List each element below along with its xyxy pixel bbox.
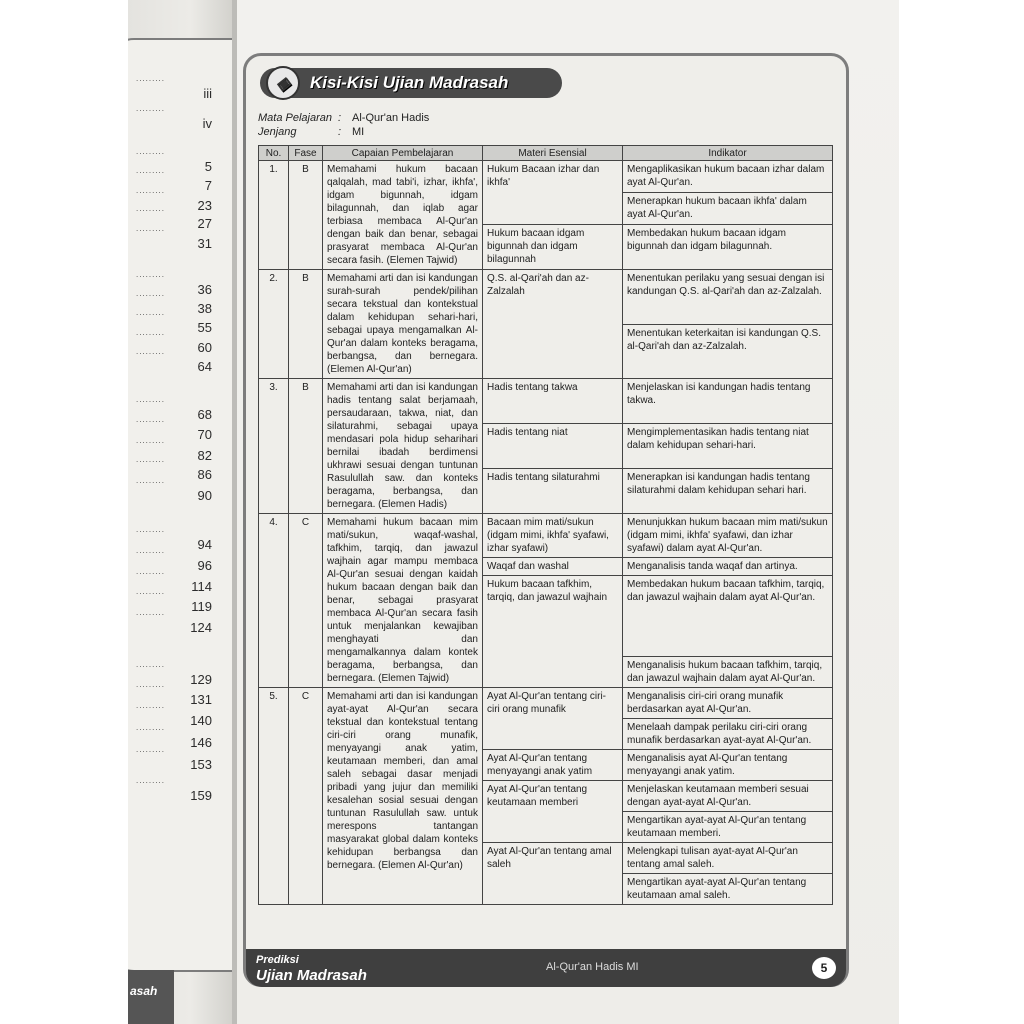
toc-leader-dots: .........: [136, 347, 166, 356]
cell-capaian: Memahami hukum bacaan qalqalah, mad tabi'i, izhar, ikhfa', idgam bigunnah, idgam bilagunnah, dan iqlab agar terbiasa membaca Al-Qur'an dengan baik dan benar, sebagai prasyarat membaca Al-Qur'an secara fasih. (Elemen Tajwid): [323, 161, 483, 270]
toc-page-number: 64: [197, 359, 212, 374]
level-label: Jenjang: [258, 126, 297, 138]
toc-page-number: 153: [190, 757, 212, 772]
table-header-row: [259, 146, 833, 161]
toc-page-number: 159: [190, 788, 212, 803]
page-frame: [243, 53, 849, 987]
toc-leader-dots: .........: [136, 289, 166, 298]
toc-leader-dots: .........: [136, 525, 166, 534]
toc-leader-dots: .........: [136, 74, 166, 83]
cell-materi: Hukum Bacaan izhar dan ikhfa': [483, 161, 623, 225]
cell-materi: Hadis tentang takwa: [483, 379, 623, 424]
toc-page-number: 7: [204, 178, 212, 193]
table-row: [259, 514, 833, 558]
toc-leader-dots: .........: [136, 455, 166, 464]
cell-materi: Ayat Al-Qur'an tentang keutamaan memberi: [483, 781, 623, 843]
cell-indikator: Menunjukkan hukum bacaan mim mati/sukun (idgam mimi, ikhfa' syafawi, dan izhar syafawi) dalam ayat Al-Qur'an.: [623, 514, 833, 558]
cell-materi: Hadis tentang silaturahmi: [483, 469, 623, 514]
toc-page-number: 94: [197, 537, 212, 552]
toc-page-number: 55: [197, 320, 212, 335]
cell-indikator: Menganalisis tanda waqaf dan artinya.: [623, 558, 833, 576]
toc-page-number: 146: [190, 735, 212, 750]
level-value: MI: [352, 126, 365, 138]
header-indikator: Indikator: [623, 146, 833, 161]
left-page-frame: [128, 38, 232, 972]
page-title: Kisi-Kisi Ujian Madrasah: [310, 73, 509, 92]
table-body: [259, 161, 833, 905]
cell-indikator: Menjelaskan keutamaan memberi sesuai dengan ayat-ayat Al-Qur'an.: [623, 781, 833, 812]
cell-indikator: Melengkapi tulisan ayat-ayat Al-Qur'an tentang amal saleh.: [623, 843, 833, 874]
header-capaian: Capaian Pembelajaran: [323, 146, 483, 161]
cell-capaian: Memahami arti dan isi kandungan ayat-ayat Al-Qur'an secara tekstual dan kontekstual tentang ciri-ciri orang munafik, menyayangi anak yatim, keutamaan memberi, dan amal saleh sebagai dasar menjadi pribadi yang jujur dan memiliki kesalehan sosial sesuai dengan tuntunan Rasulullah saw. untuk merespons tantangan masyarakat global dalam konteks kehidupan berbangsa dan bernegara. (Elemen Al-Qur'an): [323, 688, 483, 905]
toc-page-number: 31: [197, 236, 212, 251]
cell-indikator: Menganalisis ayat Al-Qur'an tentang menyayangi anak yatim.: [623, 750, 833, 781]
table-row: [259, 379, 833, 424]
toc-page-number: 131: [190, 692, 212, 707]
level-colon: :: [338, 126, 342, 138]
subject-colon: :: [338, 112, 342, 124]
cell-fase: C: [289, 514, 323, 688]
cell-fase: C: [289, 688, 323, 905]
cell-indikator: Mengartikan ayat-ayat Al-Qur'an tentang keutamaan amal saleh.: [623, 874, 833, 905]
cell-indikator: Menerapkan isi kandungan hadis tentang silaturahmi dalam kehidupan sehari hari.: [623, 469, 833, 514]
cell-indikator: Menganalisis ciri-ciri orang munafik berdasarkan ayat Al-Qur'an.: [623, 688, 833, 719]
toc-page-number: 70: [197, 427, 212, 442]
cell-indikator: Menganalisis hukum bacaan tafkhim, tarqiq, dan jawazul wajhain dalam ayat Al-Qur'an.: [623, 657, 833, 688]
toc-page-number: 36: [197, 282, 212, 297]
header-fase: Fase: [289, 146, 323, 161]
toc-page-number: 114: [191, 579, 212, 594]
toc-page-number: 86: [197, 467, 212, 482]
cell-materi: Ayat Al-Qur'an tentang amal saleh: [483, 843, 623, 905]
toc-leader-dots: .........: [136, 395, 166, 404]
footer-brand-bottom: Ujian Madrasah: [256, 967, 367, 984]
toc-leader-dots: .........: [136, 224, 166, 233]
cell-indikator: Menelaah dampak perilaku ciri-ciri orang munafik berdasarkan ayat-ayat Al-Qur'an.: [623, 719, 833, 750]
footer-brand-top: Prediksi: [256, 954, 299, 966]
footer-subject: Al-Qur'an Hadis MI: [546, 961, 639, 973]
cell-capaian: Memahami hukum bacaan mim mati/sukun, waqaf-washal, tafkhim, tarqiq, dan jawazul wajhain agar mampu membaca Al-Qur'an sesuai dengan kaidah hukum bacaan dengan baik dan benar, sebagai prasyarat membaca Al-Qur'an secara fasih untuk menjalankan kewajiban menghayati dan mengamalkannya dalam kontek beragama, berbangsa, dan bernegara. (Elemen Tajwid): [323, 514, 483, 688]
toc-page-number: 60: [197, 340, 212, 355]
cell-indikator: Menjelaskan isi kandungan hadis tentang takwa.: [623, 379, 833, 424]
toc-leader-dots: .........: [136, 567, 166, 576]
toc-page-number: 90: [197, 488, 212, 503]
background-edge: [899, 0, 1024, 1024]
toc-leader-dots: .........: [136, 147, 166, 156]
table-row: [259, 270, 833, 325]
toc-leader-dots: .........: [136, 104, 166, 113]
left-page: [128, 0, 232, 1024]
table-row: [259, 161, 833, 193]
toc-leader-dots: .........: [136, 166, 166, 175]
cell-capaian: Memahami arti dan isi kandungan surah-surah pendek/pilihan secara tekstual dan kontekstual dalam kehidupan sehari-hari, sebagai upaya mengamalkan Al-Qur'an dalam konteks beragama, berbangsa, dan bernegara. (Elemen Al-Qur'an): [323, 270, 483, 379]
toc-page-number: 140: [190, 713, 212, 728]
cell-no: 3.: [259, 379, 289, 514]
toc-leader-dots: .........: [136, 546, 166, 555]
toc-page-number: 5: [204, 159, 212, 174]
page-title-banner: [260, 68, 562, 98]
toc-leader-dots: .........: [136, 608, 166, 617]
page-footer: [246, 949, 846, 987]
cell-materi: Hukum bacaan tafkhim, tarqiq, dan jawazul wajhain: [483, 576, 623, 688]
meta-subject: [258, 112, 429, 124]
toc-page-number: 38: [197, 301, 212, 316]
cell-materi: Bacaan mim mati/sukun (idgam mimi, ikhfa' syafawi, izhar syafawi): [483, 514, 623, 558]
toc-leader-dots: .........: [136, 328, 166, 337]
toc-page-number: 68: [197, 407, 212, 422]
cell-no: 4.: [259, 514, 289, 688]
toc-page-number: 82: [197, 448, 212, 463]
toc-leader-dots: .........: [136, 270, 166, 279]
cell-fase: B: [289, 270, 323, 379]
cell-materi: Ayat Al-Qur'an tentang ciri-ciri orang munafik: [483, 688, 623, 750]
toc-page-number: 27: [197, 216, 212, 231]
cell-materi: Q.S. al-Qari'ah dan az-Zalzalah: [483, 270, 623, 379]
book-globe-icon: ◈: [266, 66, 300, 100]
cell-indikator: Mengaplikasikan hukum bacaan izhar dalam ayat Al-Qur'an.: [623, 161, 833, 193]
toc-leader-dots: .........: [136, 308, 166, 317]
toc-leader-dots: .........: [136, 415, 166, 424]
cell-materi: Waqaf dan washal: [483, 558, 623, 576]
right-page: [237, 0, 899, 1024]
cell-indikator: Menerapkan hukum bacaan ikhfa' dalam ayat Al-Qur'an.: [623, 192, 833, 224]
toc-leader-dots: .........: [136, 701, 166, 710]
subject-value: Al-Qur'an Hadis: [352, 112, 430, 124]
page-number: 5: [812, 957, 836, 979]
subject-label: Mata Pelajaran: [258, 112, 332, 124]
table-row: [259, 688, 833, 719]
header-materi: Materi Esensial: [483, 146, 623, 161]
toc-leader-dots: .........: [136, 587, 166, 596]
toc-leader-dots: .........: [136, 745, 166, 754]
cell-indikator: Mengimplementasikan hadis tentang niat dalam kehidupan sehari-hari.: [623, 424, 833, 469]
toc-leader-dots: .........: [136, 776, 166, 785]
toc-leader-dots: .........: [136, 660, 166, 669]
cell-materi: Hukum bacaan idgam bigunnah dan idgam bilagunnah: [483, 224, 623, 269]
cell-no: 5.: [259, 688, 289, 905]
cell-capaian: Memahami arti dan isi kandungan hadis tentang salat berjamaah, persaudaraan, takwa, niat, dan silaturahmi, sebagai upaya mendasari pola hidup seharihari bernilai ibadah berdimensi ukhrawi sesuai dengan tuntunan Rasulullah saw. dan konteks beragama, berbangsa, dan bernegara. (Elemen Hadis): [323, 379, 483, 514]
cell-indikator: Membedakan hukum bacaan idgam bigunnah dan idgam bilagunnah.: [623, 224, 833, 269]
cell-materi: Ayat Al-Qur'an tentang menyayangi anak yatim: [483, 750, 623, 781]
cell-indikator: Menentukan perilaku yang sesuai dengan isi kandungan Q.S. al-Qari'ah dan az-Zalzalah.: [623, 270, 833, 325]
cell-indikator: Mengartikan ayat-ayat Al-Qur'an tentang keutamaan memberi.: [623, 812, 833, 843]
toc-page-number: iv: [202, 116, 212, 131]
toc-leader-dots: .........: [136, 436, 166, 445]
cell-fase: B: [289, 161, 323, 270]
toc-page-number: 96: [197, 558, 212, 573]
toc-leader-dots: .........: [136, 186, 166, 195]
left-page-footer: asah: [128, 970, 174, 1024]
toc-page-number: 23: [197, 198, 212, 213]
cell-indikator: Membedakan hukum bacaan tafkhim, tarqiq, dan jawazul wajhain dalam ayat Al-Qur'an.: [623, 576, 833, 657]
toc-leader-dots: .........: [136, 204, 166, 213]
toc-page-number: 129: [190, 672, 212, 687]
kisi-kisi-table: [258, 145, 833, 905]
footer-brand: [256, 953, 367, 983]
cell-no: 2.: [259, 270, 289, 379]
cell-no: 1.: [259, 161, 289, 270]
cell-fase: B: [289, 379, 323, 514]
toc-page-number: 119: [191, 599, 212, 614]
toc-leader-dots: .........: [136, 680, 166, 689]
meta-level: [258, 126, 364, 138]
toc-page-number: 124: [190, 620, 212, 635]
cell-indikator: Menentukan keterkaitan isi kandungan Q.S. al-Qari'ah dan az-Zalzalah.: [623, 324, 833, 379]
cell-materi: Hadis tentang niat: [483, 424, 623, 469]
toc-leader-dots: .........: [136, 476, 166, 485]
header-no: No.: [259, 146, 289, 161]
toc-leader-dots: .........: [136, 723, 166, 732]
toc-page-number: iii: [203, 86, 212, 101]
